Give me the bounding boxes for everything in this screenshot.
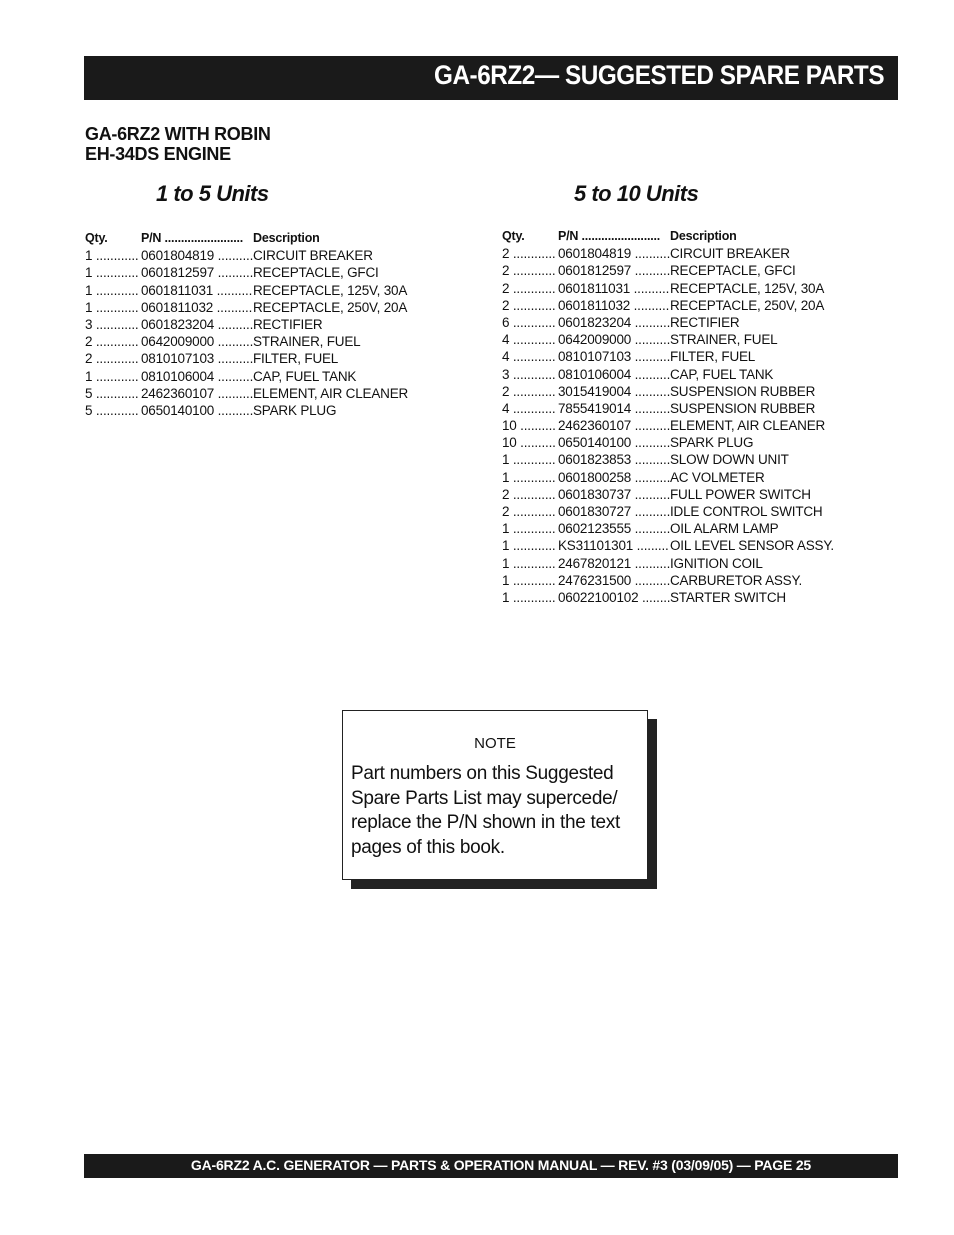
description-cell: RECTIFIER — [253, 316, 323, 332]
column-header-description: Description — [670, 229, 737, 243]
description-cell: ELEMENT, AIR CLEANER — [670, 418, 826, 434]
description-cell: STRAINER, FUEL — [670, 332, 778, 348]
description-cell: RECEPTACLE, GFCI — [670, 263, 796, 279]
page-title: GA-6RZ2— SUGGESTED SPARE PARTS — [433, 60, 884, 90]
qty-cell: 4 ............ — [502, 400, 556, 416]
part-number-cell: 0601804819 .......... — [141, 248, 253, 264]
table-row — [502, 572, 842, 589]
part-number-cell: 0602123555 .......... — [558, 521, 670, 537]
table-row — [502, 555, 842, 572]
description-cell: CIRCUIT BREAKER — [670, 246, 790, 262]
qty-cell: 1 ............ — [502, 538, 556, 554]
column-header-qty: Qty. — [502, 229, 525, 243]
description-cell: SPARK PLUG — [670, 435, 754, 451]
description-cell: RECTIFIER — [670, 314, 740, 330]
description-cell: FILTER, FUEL — [670, 349, 756, 365]
table-row — [502, 331, 842, 348]
table-row — [502, 297, 842, 314]
table-row — [85, 247, 425, 264]
qty-cell: 4 ............ — [502, 349, 556, 365]
part-number-cell: 0650140100 .......... — [141, 402, 253, 418]
column-header-pn: P/N ........................ — [558, 229, 661, 243]
part-number-cell: 7855419014 .......... — [558, 400, 670, 416]
parts-table-5-to-10 — [502, 228, 842, 606]
table-row — [502, 520, 842, 537]
description-cell: SLOW DOWN UNIT — [670, 452, 789, 468]
table-row — [502, 400, 842, 417]
qty-cell: 2 ............ — [502, 246, 556, 262]
table-row — [502, 537, 842, 554]
part-number-cell: 0810106004 .......... — [558, 366, 670, 382]
description-cell: SUSPENSION RUBBER — [670, 383, 816, 399]
qty-cell: 2 ............ — [502, 280, 556, 296]
part-number-cell: 0642009000 .......... — [558, 332, 670, 348]
table-row — [502, 245, 842, 262]
table-row — [502, 589, 842, 606]
parts-table-1-to-5 — [85, 230, 425, 419]
table-row — [85, 402, 425, 419]
description-cell: RECEPTACLE, GFCI — [253, 265, 379, 281]
note-box — [342, 710, 648, 880]
qty-cell: 1 ............ — [85, 282, 139, 298]
engine-heading-line1: GA-6RZ2 WITH ROBIN — [85, 124, 271, 144]
qty-cell: 2 ............ — [502, 486, 556, 502]
section-title-1-to-5: 1 to 5 Units — [156, 181, 269, 206]
part-number-cell: 0601800258 .......... — [558, 469, 670, 485]
column-header-description: Description — [253, 231, 320, 245]
qty-cell: 1 ............ — [85, 368, 139, 384]
description-cell: OIL LEVEL SENSOR ASSY. — [670, 538, 834, 554]
part-number-cell: 0601811032 .......... — [558, 297, 670, 313]
qty-cell: 2 ............ — [502, 504, 556, 519]
description-cell: OIL ALARM LAMP — [670, 521, 779, 537]
part-number-cell: 0601811031 .......... — [141, 282, 253, 298]
section-title-5-to-10: 5 to 10 Units — [574, 181, 699, 206]
table-row — [85, 264, 425, 281]
table-row — [502, 451, 842, 468]
part-number-cell: 2467820121 .......... — [558, 555, 670, 571]
table-row — [502, 314, 842, 331]
qty-cell: 1 ............ — [85, 265, 139, 281]
table-row — [85, 316, 425, 333]
table-row — [502, 366, 842, 383]
part-number-cell: 0601811031 .......... — [558, 280, 670, 296]
part-number-cell: 0601823204 .......... — [558, 314, 670, 330]
part-number-cell: 0601823853 .......... — [558, 452, 670, 468]
qty-cell: 1 ............ — [85, 248, 139, 264]
qty-cell: 2 ............ — [85, 334, 139, 350]
description-cell: SUSPENSION RUBBER — [670, 400, 816, 416]
description-cell: RECEPTACLE, 250V, 20A — [670, 297, 825, 313]
description-cell: STARTER SWITCH — [670, 589, 786, 605]
part-number-cell: 06022100102 ........ — [558, 589, 670, 605]
qty-cell: 2 ............ — [502, 297, 556, 313]
table-row — [502, 262, 842, 279]
part-number-cell: 0601823204 .......... — [141, 316, 253, 332]
part-number-cell: 0601812597 .......... — [141, 265, 253, 281]
part-number-cell: 0650140100 .......... — [558, 435, 670, 451]
part-number-cell: 0810106004 .......... — [141, 368, 253, 384]
part-number-cell: 2462360107 .......... — [141, 385, 253, 401]
table-header — [85, 230, 425, 247]
table-row — [85, 299, 425, 316]
qty-cell: 6 ............ — [502, 314, 556, 330]
qty-cell: 4 ............ — [502, 332, 556, 348]
engine-heading-line2: EH-34DS ENGINE — [85, 144, 231, 164]
qty-cell: 1 ............ — [85, 299, 139, 315]
description-cell: ELEMENT, AIR CLEANER — [253, 385, 409, 401]
table-header — [502, 228, 842, 245]
column-header-pn: P/N ........................ — [141, 231, 244, 245]
table-row — [85, 350, 425, 367]
qty-cell: 5 ............ — [85, 402, 139, 418]
qty-cell: 1 ............ — [502, 555, 556, 571]
page-header-bar — [84, 56, 898, 100]
qty-cell: 10 .......... — [502, 418, 556, 434]
part-number-cell: 0642009000 .......... — [141, 334, 253, 350]
description-cell: RECEPTACLE, 250V, 20A — [253, 299, 408, 315]
qty-cell: 1 ............ — [502, 521, 556, 537]
qty-cell: 2 ............ — [502, 383, 556, 399]
description-cell: FILTER, FUEL — [253, 351, 339, 367]
table-row — [502, 503, 842, 520]
qty-cell: 10 .......... — [502, 435, 556, 451]
qty-cell: 3 ............ — [502, 366, 556, 382]
qty-cell: 1 ............ — [502, 469, 556, 485]
description-cell: CIRCUIT BREAKER — [253, 248, 373, 264]
description-cell: IGNITION COIL — [670, 555, 763, 571]
part-number-cell: 0810107103 .......... — [141, 351, 253, 367]
qty-cell: 2 ............ — [85, 351, 139, 367]
table-row — [502, 280, 842, 297]
description-cell: CAP, FUEL TANK — [670, 366, 774, 382]
table-row — [502, 469, 842, 486]
table-row — [502, 434, 842, 451]
description-cell: FULL POWER SWITCH — [670, 486, 811, 502]
qty-cell: 1 ............ — [502, 589, 556, 605]
engine-heading — [85, 124, 271, 164]
table-row — [85, 368, 425, 385]
qty-cell: 3 ............ — [85, 316, 139, 332]
qty-cell: 1 ............ — [502, 572, 556, 588]
table-row — [502, 383, 842, 400]
table-row — [502, 348, 842, 365]
note-title: NOTE — [474, 735, 516, 752]
description-cell: CAP, FUEL TANK — [253, 368, 357, 384]
part-number-cell: 2462360107 .......... — [558, 418, 670, 434]
description-cell: IDLE CONTROL SWITCH — [670, 504, 823, 519]
qty-cell: 1 ............ — [502, 452, 556, 468]
table-row — [85, 385, 425, 402]
description-cell: CARBURETOR ASSY. — [670, 572, 803, 588]
description-cell: RECEPTACLE, 125V, 30A — [670, 280, 825, 296]
part-number-cell: 2476231500 .......... — [558, 572, 670, 588]
description-cell: AC VOLMETER — [670, 469, 765, 485]
column-header-qty: Qty. — [85, 231, 108, 245]
table-row — [502, 486, 842, 503]
part-number-cell: 0601830737 .......... — [558, 486, 670, 502]
table-row — [85, 282, 425, 299]
footer-text: GA-6RZ2 A.C. GENERATOR — PARTS & OPERATION MANUAL — REV. #3 (03/09/05) — PAGE 25 — [190, 1157, 811, 1173]
description-cell: SPARK PLUG — [253, 402, 337, 418]
table-row — [85, 333, 425, 350]
part-number-cell: 0601830727 .......... — [558, 504, 670, 519]
part-number-cell: 0810107103 .......... — [558, 349, 670, 365]
part-number-cell: 0601804819 .......... — [558, 246, 670, 262]
part-number-cell: 0601811032 .......... — [141, 299, 253, 315]
part-number-cell: 3015419004 .......... — [558, 383, 670, 399]
qty-cell: 5 ............ — [85, 385, 139, 401]
description-cell: STRAINER, FUEL — [253, 334, 361, 350]
qty-cell: 2 ............ — [502, 263, 556, 279]
note-text: Part numbers on this Suggested Spare Parts List may supercede/ replace the P/N shown in the text pages of this book. — [351, 763, 620, 858]
page-footer-bar — [84, 1154, 898, 1178]
description-cell: RECEPTACLE, 125V, 30A — [253, 282, 408, 298]
part-number-cell: 0601812597 .......... — [558, 263, 670, 279]
table-row — [502, 417, 842, 434]
part-number-cell: KS31101301 ......... — [558, 538, 669, 554]
